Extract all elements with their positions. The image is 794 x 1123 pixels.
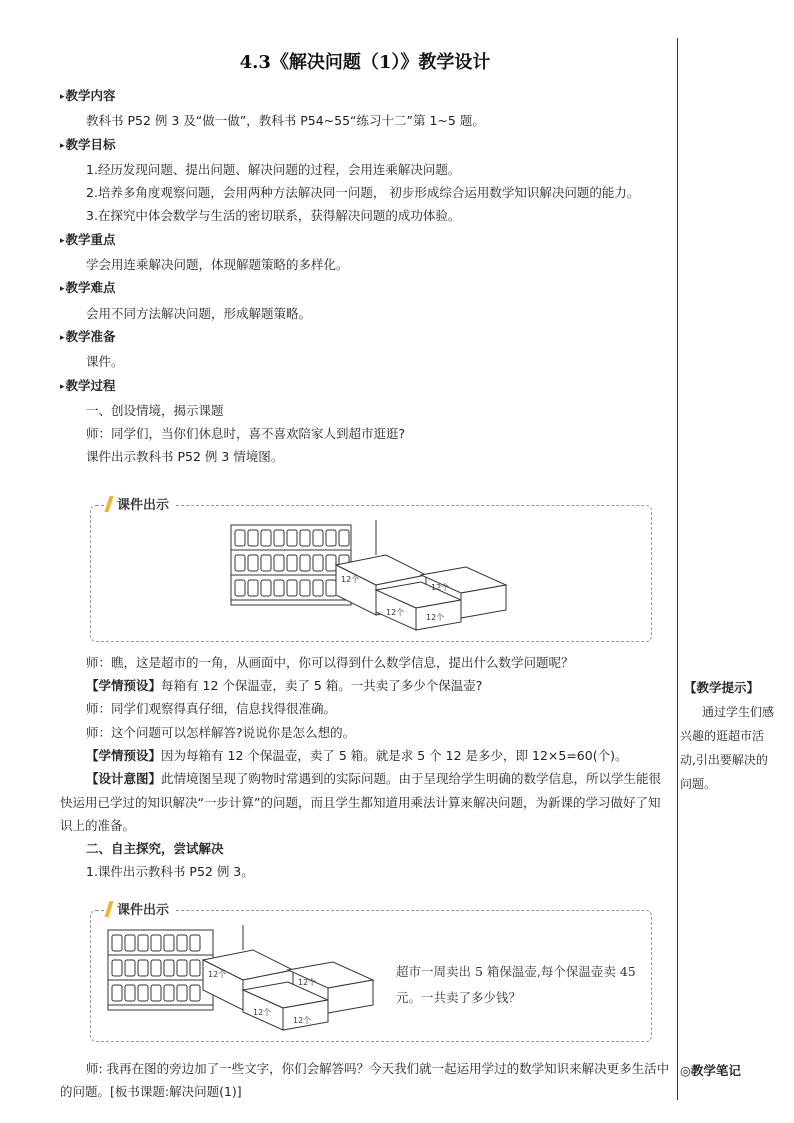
supermarket-illustration — [103, 925, 383, 1035]
predict-paragraph: 【学情预设】每箱有 12 个保温壶，卖了 5 箱。一共卖了多少个保温壶? — [86, 678, 483, 694]
process-paragraph: 师：瞧，这是超市的一角，从画面中，你可以得到什么数学信息，提出什么数学问题呢？ — [86, 654, 574, 670]
teaching-notes-title: ◎教学笔记 — [680, 1063, 741, 1078]
box-label: 12个 — [298, 978, 317, 987]
design-paragraph: 【设计意图】此情境图呈现了购物时常遇到的实际问题。由于呈现给学生明确的数学信息，所以学生能很快运用已学过的知识解决“一步计算”的问题，而且学生都知道用乘法计算来解决问题，为新课的学习做好了知识上的准备。 — [60, 771, 662, 833]
teaching-hint-title: 【教学提示】 — [684, 680, 760, 695]
section-header-process: ▸ 教学过程 — [60, 374, 670, 399]
step1-title: 一、创设情境，揭示课题 — [86, 402, 224, 418]
goal-2: 2.培养多角度观察问题，会用两种方法解决同一问题， 初步形成综合运用数学知识解决问题的能力。 — [86, 185, 640, 201]
box-label: 12个 — [431, 583, 450, 592]
page-title: 4.3《解决问题（1）》教学设计 — [239, 52, 491, 73]
box-label: 12个 — [426, 613, 445, 622]
box-label: 12个 — [341, 575, 360, 584]
design-tag: 【设计意图】 — [86, 771, 162, 787]
goal-3: 3.在探究中体会数学与生活的密切联系，获得解决问题的成功体验。 — [86, 208, 461, 224]
process-paragraph: 师：同学们观察得真仔细，信息找得很准确。 — [86, 701, 337, 717]
box-label: 12个 — [293, 1016, 312, 1025]
margin-divider — [677, 38, 678, 1100]
section-header-key: ▸ 教学重点 — [60, 228, 670, 253]
goal-1: 1.经历发现问题、提出问题、解决问题的过程，会用连乘解决问题。 — [86, 161, 461, 177]
courseware-box — [90, 498, 652, 642]
box-label: 12个 — [208, 970, 227, 979]
courseware-box — [90, 903, 652, 1042]
content-text: 教科书 P52 例 3 及“做一做”，教科书 P54~55“练习十二”第 1~5 题。 — [86, 113, 485, 129]
section-header-goals: ▸ 教学目标 — [60, 133, 670, 158]
prep-text: 课件。 — [86, 354, 124, 370]
process-paragraph: 师: 我再在图的旁边加了一些文字，你们会解答吗？今天我们就一起运用学过的数学知识来解决更多生活中的问题。[板书课题:解决问题(1)] — [60, 1060, 670, 1100]
section-header-content: ▸ 教学内容 — [60, 84, 670, 109]
process-paragraph: 师：同学们，当你们休息时，喜不喜欢陪家人到超市逛逛? — [86, 426, 406, 442]
teaching-hint-text: 通过学生们感兴趣的逛超市活动,引出要解决的问题。 — [680, 705, 775, 791]
courseware-label: 课件出示 — [105, 494, 174, 513]
difficulty-text: 会用不同方法解决问题，形成解题策略。 — [86, 305, 312, 321]
predict-paragraph: 【学情预设】因为每箱有 12 个保温壶，卖了 5 箱。就是求 5 个 12 是多少，即 12×5=60(个)。 — [86, 747, 628, 763]
predict-tag: 【学情预设】 — [86, 747, 162, 763]
process-paragraph: 师：这个问题可以怎样解答?说说你是怎么想的。 — [86, 724, 356, 740]
key-text: 学会用连乘解决问题，体现解题策略的多样化。 — [86, 257, 349, 273]
step2-title: 二、自主探究，尝试解决 — [86, 841, 224, 857]
process-paragraph: 课件出示教科书 P52 例 3 情境图。 — [86, 449, 284, 465]
section-header-difficulty: ▸ 教学难点 — [60, 276, 670, 301]
predict-tag: 【学情预设】 — [86, 678, 162, 694]
supermarket-illustration — [226, 520, 516, 635]
courseware-label: 课件出示 — [105, 899, 174, 918]
box-label: 12个 — [386, 608, 405, 617]
box-label: 12个 — [253, 1008, 272, 1017]
process-paragraph: 1.课件出示教科书 P52 例 3。 — [86, 864, 254, 880]
problem-text: 超市一周卖出 5 箱保温壶,每个保温壶卖 45 元。一共卖了多少钱？ — [396, 964, 636, 1005]
section-header-prep: ▸ 教学准备 — [60, 325, 670, 350]
